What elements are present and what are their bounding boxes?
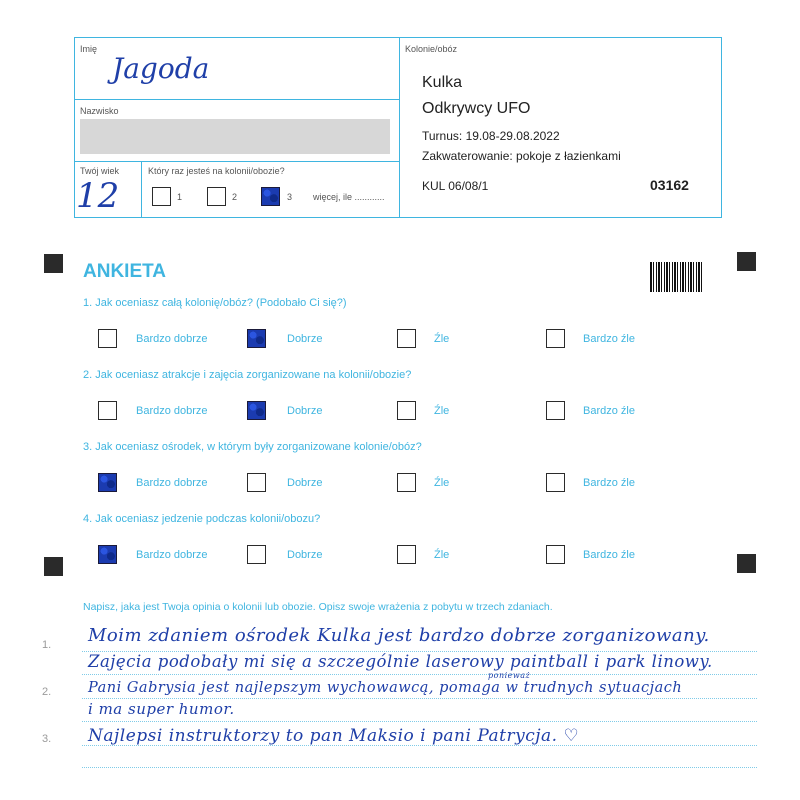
opinion-number-3: 3. bbox=[42, 733, 52, 745]
camp-label: Kolonie/obóz bbox=[405, 44, 458, 54]
q4-label-zle: Źle bbox=[434, 549, 450, 561]
opinion-line-4: i ma super humor. bbox=[88, 700, 235, 718]
q1-option-zle[interactable] bbox=[397, 329, 416, 348]
q1-option-dobrze[interactable] bbox=[247, 329, 266, 348]
q4-label-bardzo-zle: Bardzo źle bbox=[583, 549, 635, 561]
q4-option-bardzo-zle[interactable] bbox=[546, 545, 565, 564]
camp-accommodation: Zakwaterowanie: pokoje z łazienkami bbox=[422, 149, 621, 163]
q2-option-zle[interactable] bbox=[397, 401, 416, 420]
surname-row-divider bbox=[75, 161, 399, 162]
opinion-number-2: 2. bbox=[42, 686, 52, 698]
camp-name: Kulka bbox=[422, 74, 463, 91]
q4-option-dobrze[interactable] bbox=[247, 545, 266, 564]
q2-option-dobrze[interactable] bbox=[247, 401, 266, 420]
visit-count-3-checkbox[interactable] bbox=[261, 187, 280, 206]
name-row-divider bbox=[75, 99, 399, 100]
first-name-label: Imię bbox=[80, 44, 98, 54]
q3-option-bardzo-dobrze[interactable] bbox=[98, 473, 117, 492]
question-4: 4. Jak oceniasz jedzenie podczas kolonii/obozu? bbox=[83, 513, 321, 525]
q2-label-dobrze: Dobrze bbox=[287, 405, 323, 417]
question-3: 3. Jak oceniasz ośrodek, w którym były zorganizowane kolonie/obóz? bbox=[83, 441, 422, 453]
answer-line bbox=[82, 767, 757, 768]
q1-option-bardzo-dobrze[interactable] bbox=[98, 329, 117, 348]
visit-count-2-label: 2 bbox=[232, 192, 238, 202]
q4-option-zle[interactable] bbox=[397, 545, 416, 564]
q2-option-bardzo-dobrze[interactable] bbox=[98, 401, 117, 420]
surname-redacted bbox=[80, 119, 390, 154]
opinion-line-1: Moim zdaniem ośrodek Kulka jest bardzo dobrze zorganizowany. bbox=[88, 625, 710, 646]
header-divider bbox=[399, 38, 400, 217]
survey-title: ANKIETA bbox=[83, 261, 167, 282]
age-divider bbox=[141, 161, 142, 217]
scan-marker-top-left bbox=[44, 254, 63, 273]
q1-label-dobrze: Dobrze bbox=[287, 333, 323, 345]
scan-marker-bottom-right bbox=[737, 554, 756, 573]
camp-code: KUL 06/08/1 bbox=[422, 179, 489, 193]
visit-count-more-label: więcej, ile ............ bbox=[313, 192, 385, 202]
visit-count-2-checkbox[interactable] bbox=[207, 187, 226, 206]
answer-line bbox=[82, 674, 757, 675]
q3-label-bardzo-dobrze: Bardzo dobrze bbox=[136, 477, 208, 489]
first-name-value: Jagoda bbox=[112, 52, 210, 85]
q1-label-bardzo-zle: Bardzo źle bbox=[583, 333, 635, 345]
opinion-number-1: 1. bbox=[42, 639, 52, 651]
question-1: 1. Jak oceniasz całą kolonię/obóz? (Podobało Ci się?) bbox=[83, 297, 347, 309]
scan-marker-top-right bbox=[737, 252, 756, 271]
answer-line bbox=[82, 721, 757, 722]
opinion-prompt: Napisz, jaka jest Twoja opinia o kolonii lub obozie. Opisz swoje wrażenia z pobytu w trzech zdaniach. bbox=[83, 601, 553, 613]
barcode bbox=[650, 262, 702, 292]
q2-option-bardzo-zle[interactable] bbox=[546, 401, 565, 420]
visit-count-3-label: 3 bbox=[287, 192, 293, 202]
opinion-insertion: ponieważ bbox=[488, 671, 531, 680]
q3-option-bardzo-zle[interactable] bbox=[546, 473, 565, 492]
visit-count-1-label: 1 bbox=[177, 192, 183, 202]
q3-label-dobrze: Dobrze bbox=[287, 477, 323, 489]
q1-label-bardzo-dobrze: Bardzo dobrze bbox=[136, 333, 208, 345]
visit-count-1-checkbox[interactable] bbox=[152, 187, 171, 206]
scan-marker-bottom-left bbox=[44, 557, 63, 576]
q4-label-dobrze: Dobrze bbox=[287, 549, 323, 561]
q3-option-dobrze[interactable] bbox=[247, 473, 266, 492]
visit-count-label: Który raz jesteś na kolonii/obozie? bbox=[148, 166, 285, 176]
age-label: Twój wiek bbox=[80, 166, 120, 176]
q4-option-bardzo-dobrze[interactable] bbox=[98, 545, 117, 564]
camp-turnus: Turnus: 19.08-29.08.2022 bbox=[422, 129, 560, 143]
q3-option-zle[interactable] bbox=[397, 473, 416, 492]
q3-label-zle: Źle bbox=[434, 477, 450, 489]
q4-label-bardzo-dobrze: Bardzo dobrze bbox=[136, 549, 208, 561]
q3-label-bardzo-zle: Bardzo źle bbox=[583, 477, 635, 489]
q2-label-bardzo-dobrze: Bardzo dobrze bbox=[136, 405, 208, 417]
camp-program: Odkrywcy UFO bbox=[422, 100, 531, 117]
surname-label: Nazwisko bbox=[80, 106, 119, 116]
q1-label-zle: Źle bbox=[434, 333, 450, 345]
q2-label-bardzo-zle: Bardzo źle bbox=[583, 405, 635, 417]
age-value: 12 bbox=[76, 176, 120, 216]
form-number: 03162 bbox=[650, 177, 689, 193]
opinion-line-3: Pani Gabrysia jest najlepszym wychowawcą, pomaga w trudnych sytuacjach bbox=[88, 680, 683, 696]
opinion-line-2: Zajęcia podobały mi się a szczególnie laserowy paintball i park linowy. bbox=[88, 652, 713, 671]
opinion-line-5: Najlepsi instruktorzy to pan Maksio i pani Patrycja. ♡ bbox=[88, 726, 580, 746]
q1-option-bardzo-zle[interactable] bbox=[546, 329, 565, 348]
q2-label-zle: Źle bbox=[434, 405, 450, 417]
question-2: 2. Jak oceniasz atrakcje i zajęcia zorganizowane na kolonii/obozie? bbox=[83, 369, 412, 381]
answer-line bbox=[82, 698, 757, 699]
